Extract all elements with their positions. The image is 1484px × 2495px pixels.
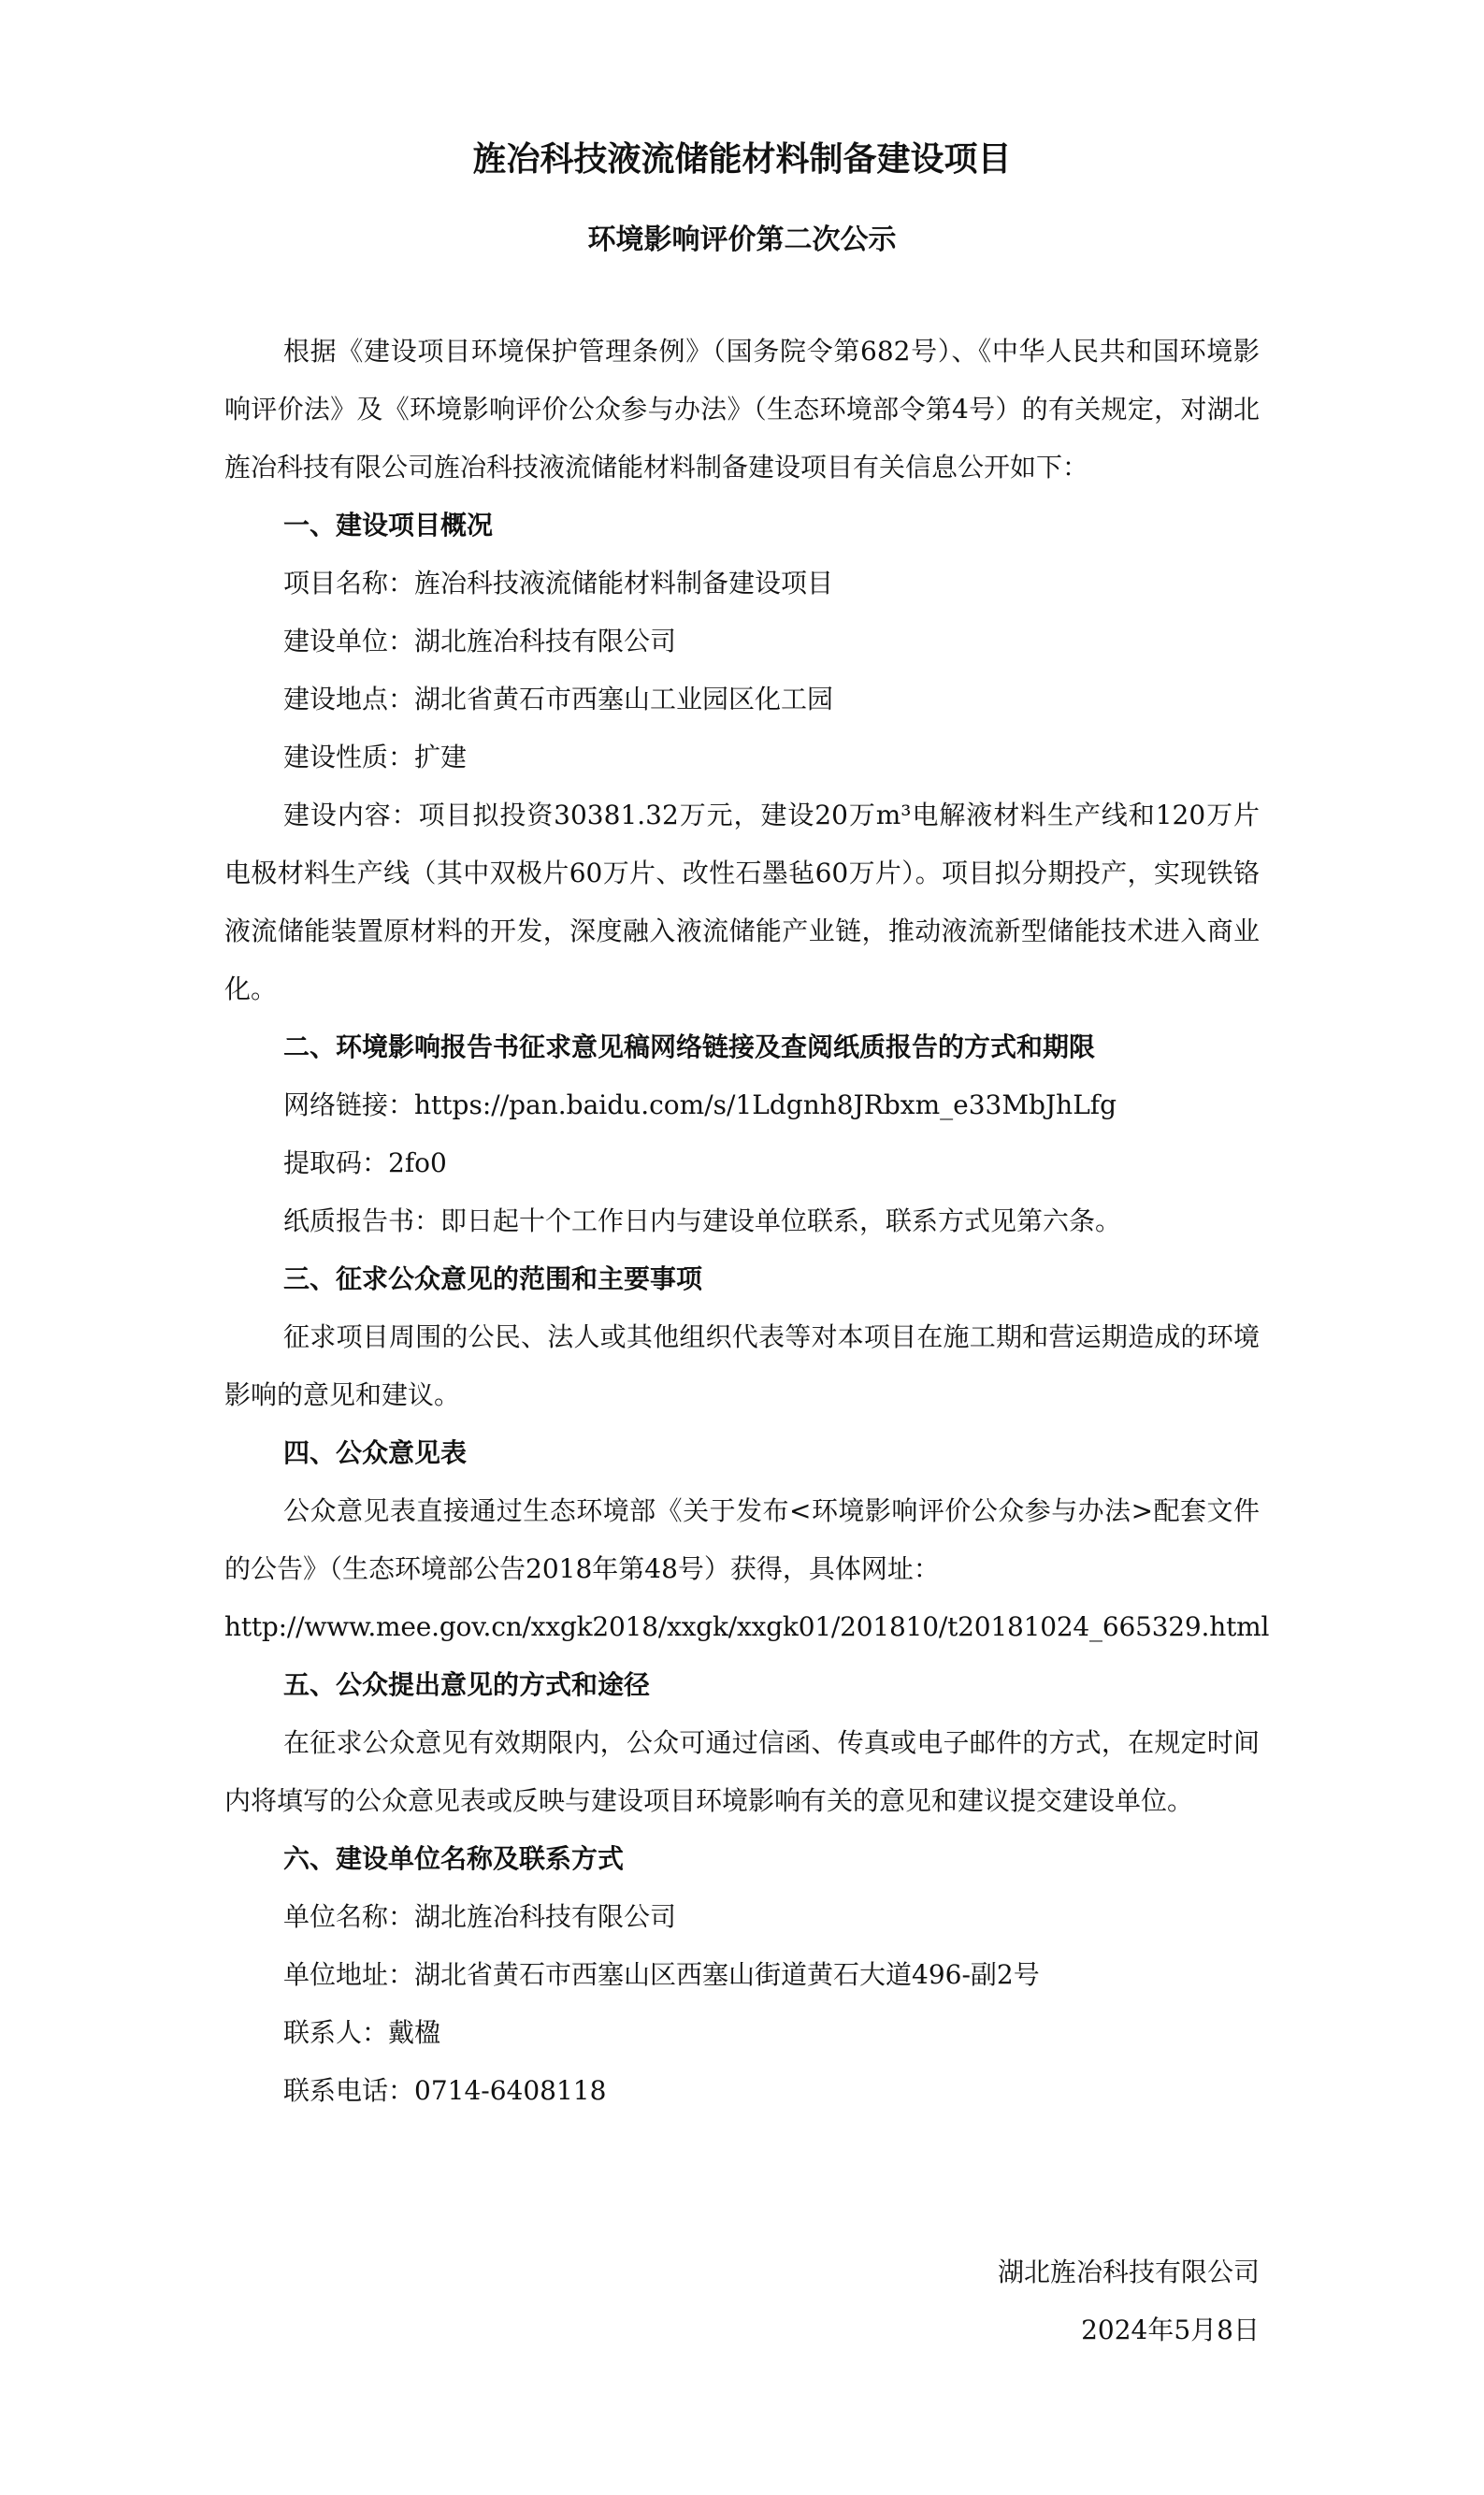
content-paragraph: 建设内容：项目拟投资30381.32万元，建设20万m³电解液材料生产线和120万片电极材料生产线（其中双极片60万片、改性石墨毡60万片）。项目拟分期投产，实现铁铬液流储能装置原材料的开发，深度融入液流储能产业链，推动液流新型储能技术进入商业化。 — [224, 800, 1260, 1004]
section-4-heading: 四、公众意见表 — [283, 1437, 468, 1468]
section-5-paragraph: 在征求公众意见有效期限内，公众可通过信函、传真或电子邮件的方式，在规定时间内将填写的公众意见表或反映与建设项目环境影响有关的意见和建议提交建设单位。 — [224, 1727, 1260, 1816]
unit-address-line: 单位地址：湖北省黄石市西塞山区西塞山街道黄石大道496-副2号 — [283, 1959, 1040, 1990]
contact-person-line: 联系人：戴楹 — [283, 2017, 441, 2048]
section-4-paragraph: 公众意见表直接通过生态环境部《关于发布<环境影响评价公众参与办法>配套文件的公告》（生态环境部公告2018年第48号）获得，具体网址： — [224, 1495, 1260, 1584]
signature-company: 湖北旌冶科技有限公司 — [997, 2257, 1260, 2287]
nature-line: 建设性质：扩建 — [283, 742, 468, 772]
section-5-heading: 五、公众提出意见的方式和途径 — [283, 1669, 651, 1700]
document-page — [224, 0, 1270, 2495]
section-3-heading: 三、征求公众意见的范围和主要事项 — [283, 1263, 703, 1294]
document-body — [224, 323, 1270, 2120]
signature-date: 2024年5月8日 — [1081, 2315, 1260, 2345]
paper-report-line: 纸质报告书：即日起十个工作日内与建设单位联系，联系方式见第六条。 — [283, 1205, 1122, 1236]
document-subtitle: 环境影响评价第二次公示 — [587, 224, 897, 256]
builder-line: 建设单位：湖北旌冶科技有限公司 — [283, 626, 677, 656]
project-name-line: 项目名称：旌冶科技液流储能材料制备建设项目 — [283, 568, 834, 599]
signature-block — [699, 2243, 1260, 2359]
section-3-paragraph: 征求项目周围的公民、法人或其他组织代表等对本项目在施工期和营运期造成的环境影响的意见和建议。 — [224, 1321, 1260, 1410]
section-2-heading: 二、环境影响报告书征求意见稿网络链接及查阅纸质报告的方式和期限 — [283, 1031, 1096, 1062]
document-title: 旌冶科技液流储能材料制备建设项目 — [472, 139, 1012, 179]
opinion-form-url[interactable]: http://www.mee.gov.cn/xxgk2018/xxgk/xxgk01/201810/t20181024_665329.html — [224, 1611, 1270, 1642]
section-1-heading: 一、建设项目概况 — [283, 510, 494, 541]
intro-paragraph: 根据《建设项目环境保护管理条例》（国务院令第682号）、《中华人民共和国环境影响评价法》及《环境影响评价公众参与办法》（生态环境部令第4号）的有关规定，对湖北旌冶科技有限公司旌冶科技液流储能材料制备建设项目有关信息公开如下： — [224, 336, 1260, 483]
section-6-heading: 六、建设单位名称及联系方式 — [283, 1843, 625, 1874]
extraction-code-line: 提取码：2fo0 — [283, 1147, 447, 1178]
unit-name-line: 单位名称：湖北旌冶科技有限公司 — [283, 1901, 677, 1932]
location-line: 建设地点：湖北省黄石市西塞山工业园区化工园 — [283, 684, 834, 714]
network-link-line[interactable]: 网络链接：https://pan.baidu.com/s/1Ldgnh8JRbxm_e33MbJhLfg — [283, 1089, 1117, 1120]
contact-phone-line: 联系电话：0714-6408118 — [283, 2075, 607, 2106]
